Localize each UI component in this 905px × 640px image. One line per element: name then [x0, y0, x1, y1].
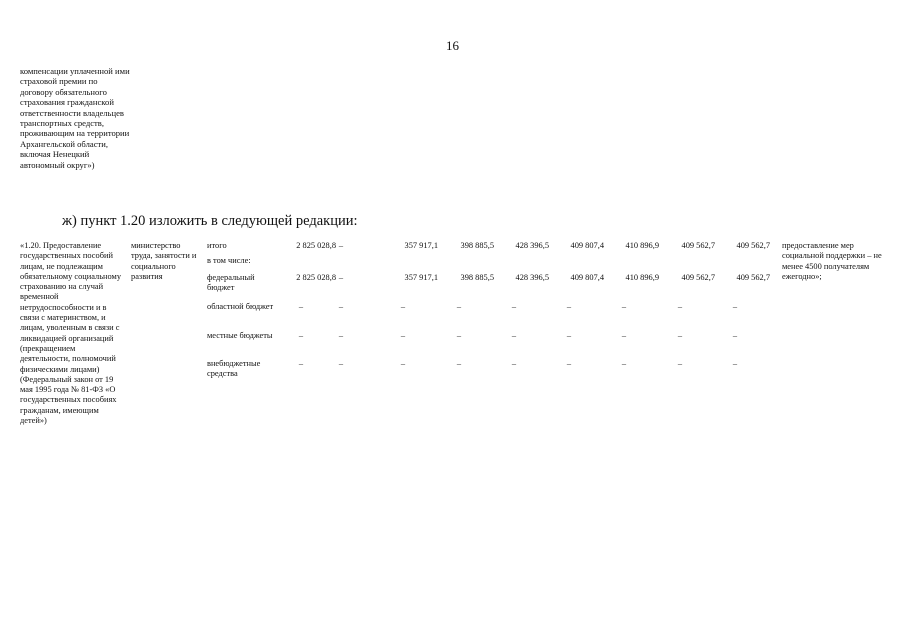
table-cell: – — [338, 241, 344, 250]
row-label: местные бюджеты — [207, 331, 273, 340]
section-heading: ж) пункт 1.20 изложить в следующей редакции: — [62, 213, 358, 229]
table-cell: – — [298, 359, 304, 368]
table-cell: 357 917,1 — [404, 273, 438, 282]
table-cell: 410 896,9 — [625, 241, 659, 250]
table-cell: – — [621, 359, 627, 368]
table-cell: – — [298, 331, 304, 340]
row-label: федеральный бюджет — [207, 273, 255, 293]
table-cell: 2 825 028,8 — [296, 241, 336, 250]
page-number: 16 — [446, 38, 459, 53]
table-cell: – — [566, 359, 572, 368]
table-cell: 410 896,9 — [625, 273, 659, 282]
table-cell: 398 885,5 — [460, 273, 494, 282]
table-cell: 2 825 028,8 — [296, 273, 336, 282]
table-cell: – — [456, 331, 462, 340]
table-cell: 409 807,4 — [570, 273, 604, 282]
table-cell: – — [677, 331, 683, 340]
table-cell: – — [400, 331, 406, 340]
row-label: областной бюджет — [207, 302, 274, 311]
row-label: итого — [207, 241, 227, 250]
row-label: внебюджетные средства — [207, 359, 261, 379]
table-cell: – — [338, 359, 344, 368]
table-cell: – — [677, 359, 683, 368]
table-cell: 409 807,4 — [570, 241, 604, 250]
table-cell: – — [400, 359, 406, 368]
table-cell: 428 396,5 — [515, 273, 549, 282]
table-cell: – — [511, 331, 517, 340]
table-ministry: министерство труда, занятости и социального развития — [131, 241, 197, 281]
table-cell: – — [732, 331, 738, 340]
table-cell: – — [621, 302, 627, 311]
table-cell: – — [456, 359, 462, 368]
table-description: «1.20. Предоставление государственных пособий лицам, не подлежащим обязательному социальному страхованию на случай временной нетрудоспособности и в связи с материнством, и лицам, уволенным в связи с ликвидацией организаций (прекращением деятельности, полномочий физическими лицами) (Федеральный закон от 19 мая 1995 года № 81-ФЗ «О государственных пособиях гражданам, имеющим детей») — [20, 241, 122, 426]
table-cell: – — [400, 302, 406, 311]
table-cell: 409 562,7 — [681, 273, 715, 282]
table-cell: 409 562,7 — [681, 241, 715, 250]
table-cell: – — [677, 302, 683, 311]
table-cell: – — [566, 302, 572, 311]
table-cell: 428 396,5 — [515, 241, 549, 250]
table-cell: 409 562,7 — [736, 273, 770, 282]
table-cell: – — [298, 302, 304, 311]
table-cell: – — [511, 302, 517, 311]
table-cell: – — [456, 302, 462, 311]
row-label: в том числе: — [207, 256, 251, 265]
table-cell: 357 917,1 — [404, 241, 438, 250]
table-cell: – — [621, 331, 627, 340]
table-cell: – — [732, 359, 738, 368]
table-cell: 398 885,5 — [460, 241, 494, 250]
table-cell: – — [511, 359, 517, 368]
table-cell: 409 562,7 — [736, 241, 770, 250]
table-cell: – — [338, 273, 344, 282]
table-cell: – — [338, 331, 344, 340]
table-cell: – — [338, 302, 344, 311]
table-cell: – — [566, 331, 572, 340]
table-result: предоставление мер социальной поддержки – не менее 4500 получателям ежегодно»; — [782, 241, 882, 281]
lead-text: компенсации уплаченной ими страховой премии по договору обязательного страхования гражданской ответственности владельцев транспортных средств, проживающим на территории Архангельской области, включая Ненецкий автономный округ») — [20, 66, 130, 170]
table-cell: – — [732, 302, 738, 311]
